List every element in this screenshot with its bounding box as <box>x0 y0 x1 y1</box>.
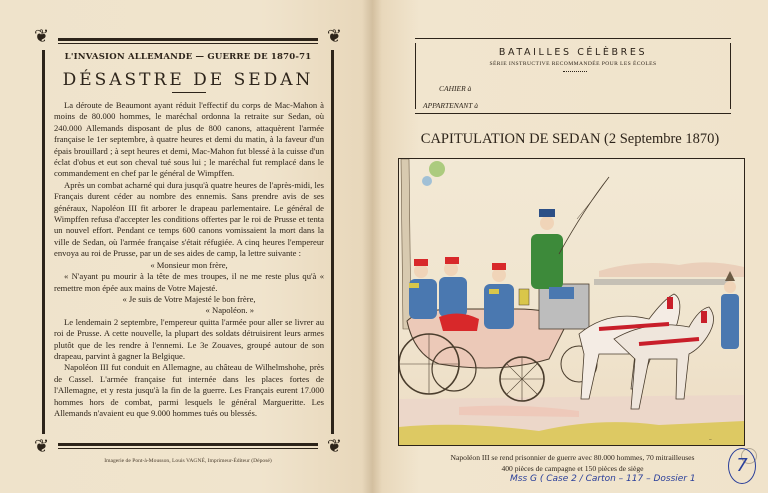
paragraph: Napoléon III fut conduit en Allemagne, au château de Wilhelmshohe, près de Cassel. L'armée française fut internée dans les places fortes de l'Allemagne, et y resta jusqu'à la fin de la guerre. Les Français eurent 17.000 hommes hors de combat, parmi lesquels le général Margueritte. Les Allemands n'avaient eu que 9.000 hommes tués ou blessés. <box>54 362 324 418</box>
fleuron-corner-icon: ❦ <box>34 26 50 47</box>
letter-salutation: « Monsieur mon frère, <box>150 259 228 270</box>
printer-imprint: Imagerie de Pont-à-Mousson, Louis VAGNÉ, Imprimeur-Éditeur (Déposé) <box>104 458 272 464</box>
owner-label: APPARTENANT à <box>423 101 478 110</box>
paragraph: Après un combat acharné qui dura jusqu'à quatre heures de l'après-midi, les Français durent céder au nombre des ennemis. Sans prendre avis de ses généraux, Napoléon III fit arborer le drapeau parlementaire. Le général de Wimpffen refusa d'accepter les conditions offertes par le roi de Prusse et tenta un nouvel effort. Pendant ce temps 600 canons vomissaient la mort dans la ville de Sedan, où l'armée française s'était réfugiée. A cinq heures l'empereur envoya au roi de Prusse, par un de ses aides de camp, la lettre suivante : <box>54 179 324 259</box>
cahier-label: CAHIER à <box>439 84 472 93</box>
carriage-illustration <box>399 159 744 445</box>
page-title: DÉSASTRE DE SEDAN <box>62 70 314 90</box>
title-underline <box>172 92 206 93</box>
paragraph: La déroute de Beaumont ayant réduit l'effectif du corps de Mac-Mahon à moins de 80.000 hommes, le maréchal ordonna la retraite sur Sedan, où 240.000 Allemands disposant de plus de 800 canons, attaquèrent l'armée française le 1er septembre, à quatre heures et demi du matin, à la faveur d'un épais brouillard ; à sept heures et demi, Mac-Mahon fut blessé à la cuisse d'un éclat d'obus et eut son cheval tué sous lui ; le maréchal fut remplacé dans le commandement en chef par le général de Wimpffen. <box>54 100 324 179</box>
letter-closing: « Je suis de Votre Majesté le bon frère, <box>122 293 256 304</box>
plate-caption <box>400 452 745 474</box>
flourish-divider <box>563 71 587 72</box>
fleuron-corner-icon: ❦ <box>326 26 342 47</box>
text-frame <box>34 26 342 457</box>
frame-side-left <box>42 50 45 434</box>
illustration-plate <box>398 158 745 446</box>
series-subtitle: SÉRIE INSTRUCTIVE RECOMMANDÉE POUR LES ÉCOLES <box>489 61 657 67</box>
svg-text:~: ~ <box>709 438 712 443</box>
article-body <box>54 100 324 419</box>
fleuron-corner-icon: ❦ <box>34 436 50 457</box>
handwritten-archive-note: Mss G ( Case 2 / Carton – 117 – Dossier 1 <box>510 474 696 484</box>
frame-rule-bottom <box>58 443 318 446</box>
series-header-box <box>415 38 731 114</box>
letter-signature: « Napoléon. » <box>205 305 254 316</box>
caption-line: 400 pièces de campagne et 150 pièces de siège <box>501 464 644 473</box>
frame-side-right <box>331 50 334 434</box>
paragraph: Le lendemain 2 septembre, l'empereur quitta l'armée pour aller se livrer au roi de Prusse. A cette nouvelle, la plupart des soldats détruisirent leurs armes plutôt que de les rendre à l'ennemi. Le 3e Zouaves, groupé autour de son drapeau, parvint à gagner la Belgique. <box>54 316 324 361</box>
letter-body: « N'ayant pu mourir à la tête de mes troupes, il ne me reste plus qu'à « remettre mon épée aux mains de Votre Majesté. <box>54 271 324 293</box>
handwritten-page-number: 7 <box>728 448 756 484</box>
section-kicker: L'INVASION ALLEMANDE — GUERRE DE 1870-71 <box>64 52 312 62</box>
fleuron-corner-icon: ❦ <box>326 436 342 457</box>
caption-line: Napoléon III se rend prisonnier de guerre avec 80.000 hommes, 70 mitrailleuses <box>450 453 695 462</box>
plate-title: CAPITULATION DE SEDAN (2 Septembre 1870) <box>420 131 720 147</box>
frame-rule-top <box>58 38 318 41</box>
page-gutter <box>362 0 382 493</box>
series-title: BATAILLES CÉLÈBRES <box>498 47 648 58</box>
